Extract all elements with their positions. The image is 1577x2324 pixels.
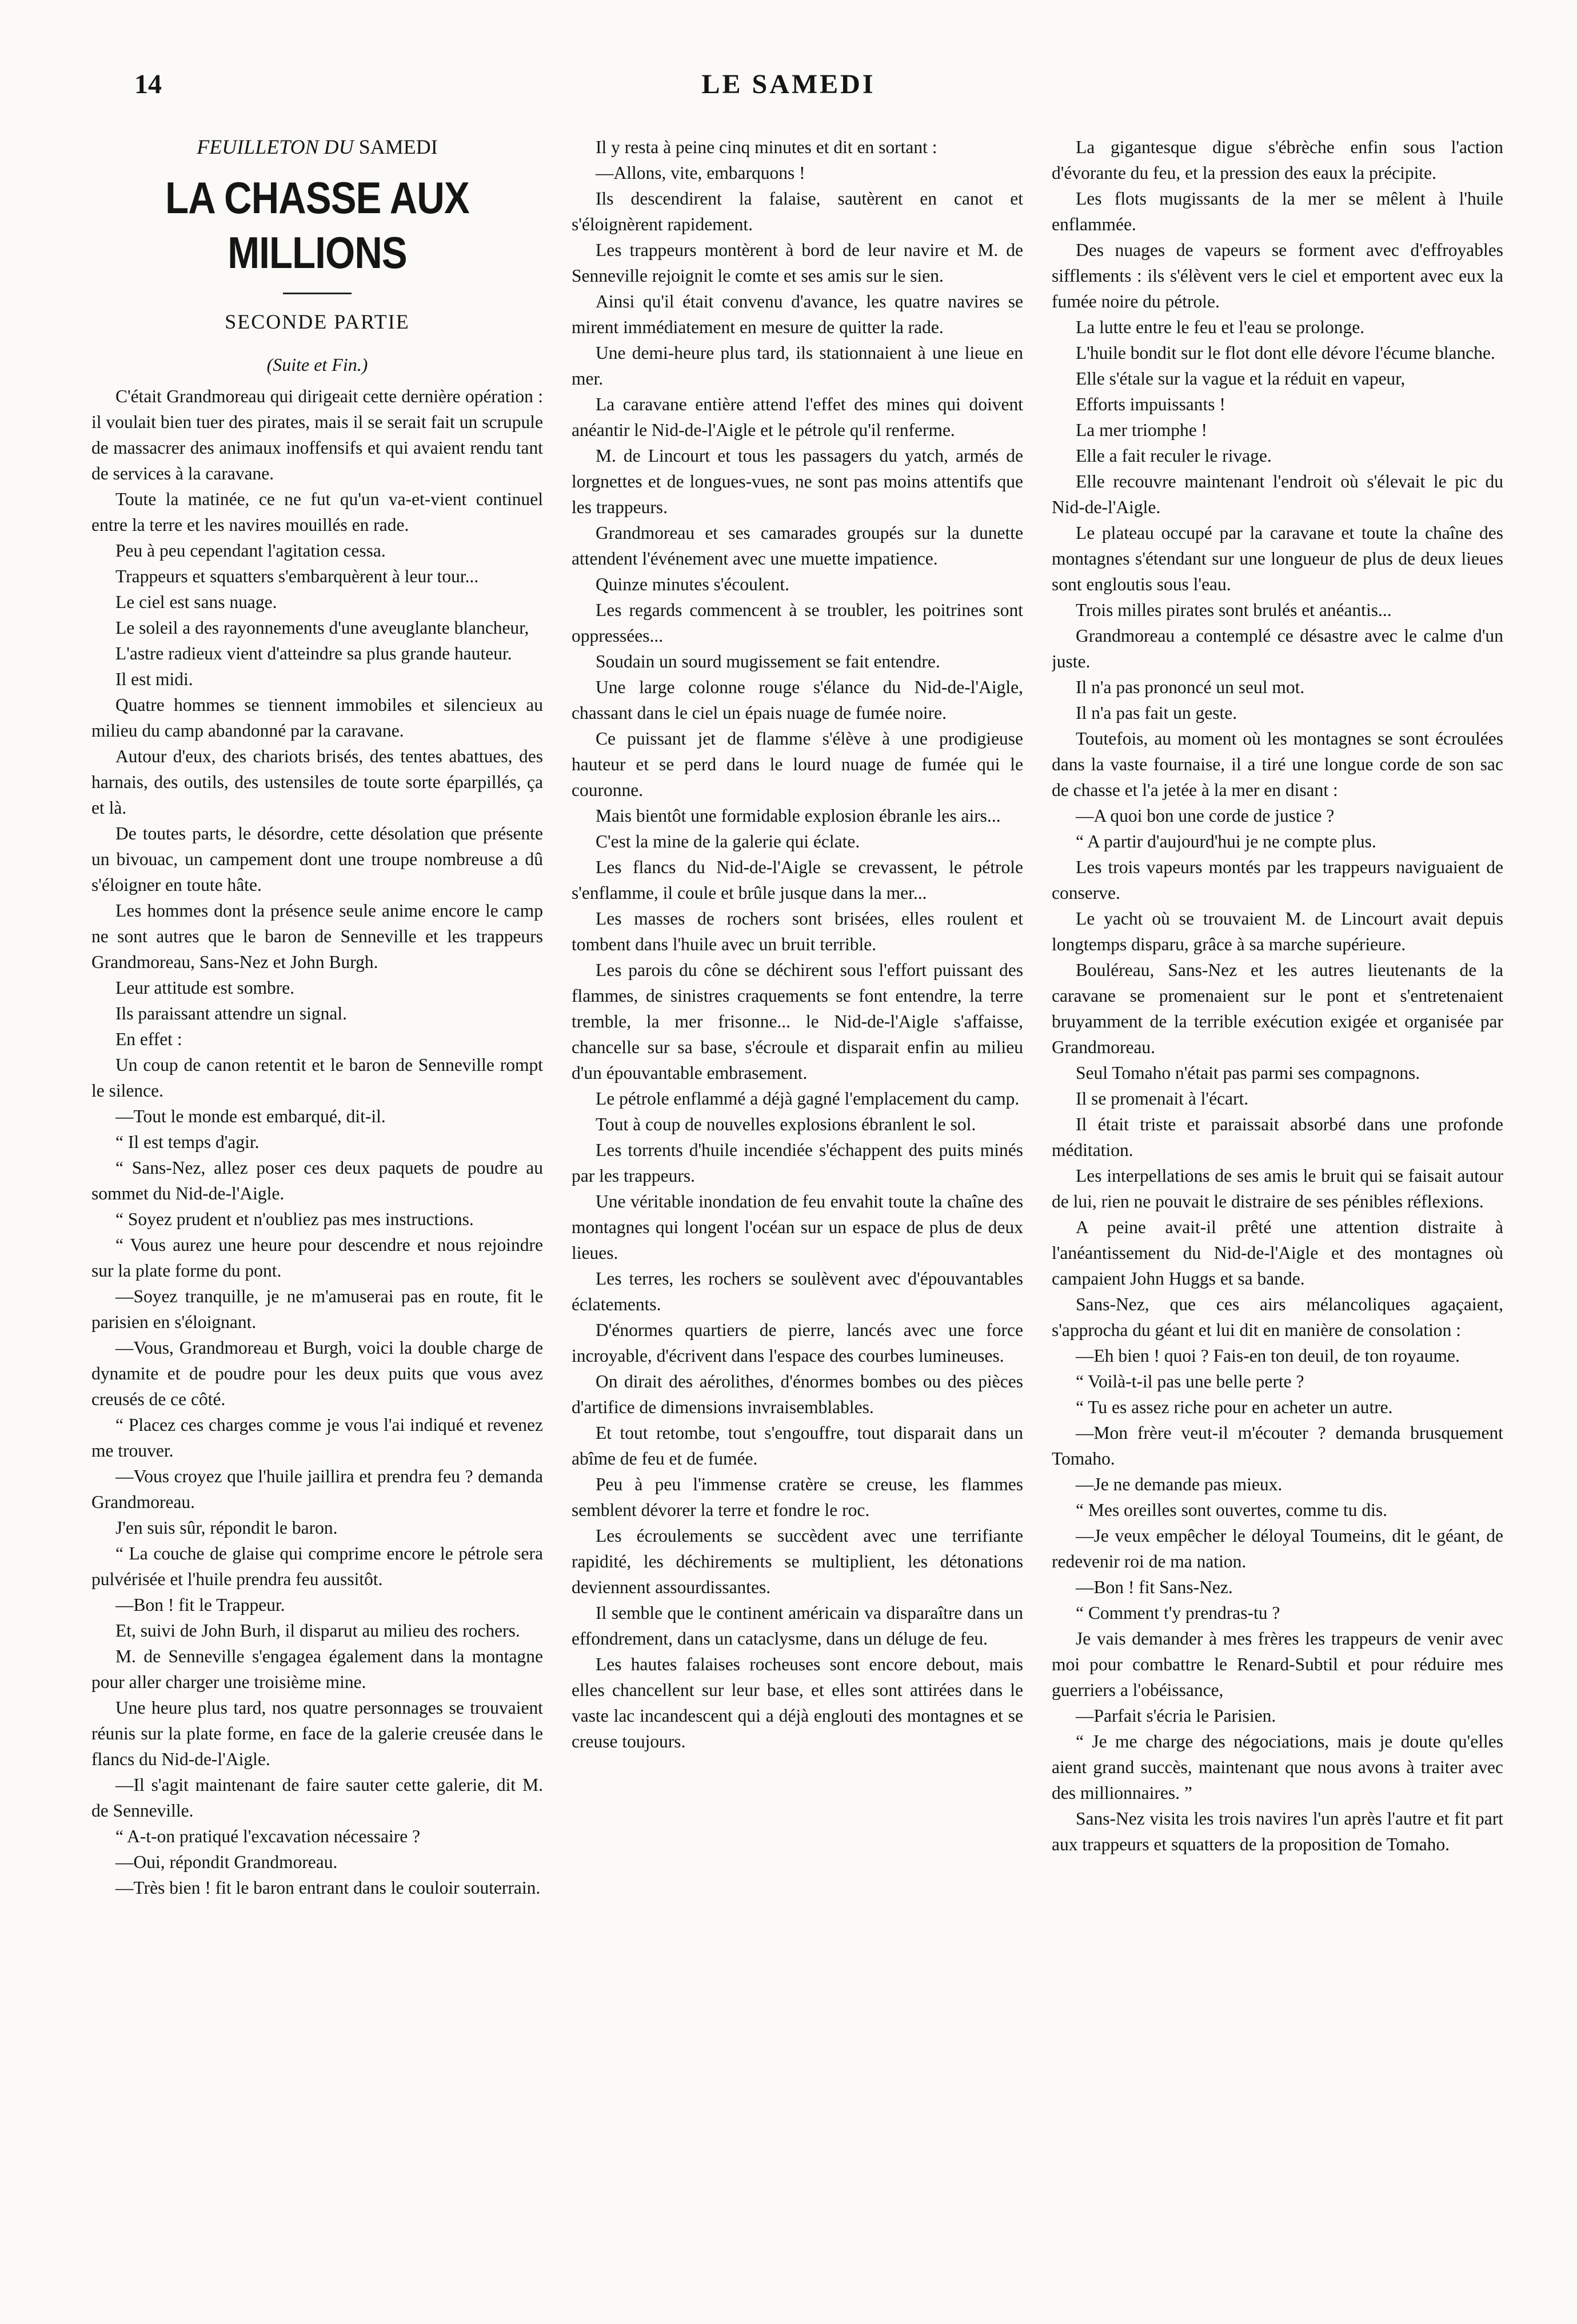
paragraph: C'était Grandmoreau qui dirigeait cette dernière opération : il voulait bien tuer des pirates, mais il se serait fait un scrupule de massacrer des animaux inoffensifs et qui avaient rendu tant de services à la caravane. <box>91 386 543 483</box>
paragraph: —Allons, vite, embarquons ! <box>596 163 805 183</box>
paragraph: Le ciel est sans nuage. <box>115 592 277 612</box>
paragraph: “ Voilà-t-il pas une belle perte ? <box>1076 1371 1304 1391</box>
paragraph: —Mon frère veut-il m'écouter ? demanda brusquement Tomaho. <box>1052 1423 1503 1469</box>
column-2 <box>572 134 1023 2294</box>
paragraph: Leur attitude est sombre. <box>115 978 295 998</box>
paragraph: Elle a fait reculer le rivage. <box>1076 446 1272 466</box>
paragraph: —Eh bien ! quoi ? Fais-en ton deuil, de ton royaume. <box>1076 1346 1460 1366</box>
paragraph: Des nuages de vapeurs se forment avec d'effroyables sifflements : ils s'élèvent vers le ciel et emportent avec eux la fumée noire du pétrole. <box>1052 240 1503 311</box>
title-divider <box>283 293 352 294</box>
paragraph: Tout à coup de nouvelles explosions ébranlent le sol. <box>596 1114 976 1134</box>
paragraph: Les terres, les rochers se soulèvent avec d'épouvantables éclatements. <box>572 1269 1023 1314</box>
paragraph: “ Il est temps d'agir. <box>115 1132 259 1152</box>
paragraph: Les parois du cône se déchirent sous l'effort puissant des flammes, de sinistres craquements se font entendre, la terre tremble, la mer frisonne... le Nid-de-l'Aigle s'affaisse, chancelle sur sa base, s'écroule et disparait enfin au milieu d'un épouvantable embrasement. <box>572 960 1023 1083</box>
paragraph: Le yacht où se trouvaient M. de Lincourt avait depuis longtemps disparu, grâce à sa marche supérieure. <box>1052 909 1503 954</box>
paragraph: Le pétrole enflammé a déjà gagné l'emplacement du camp. <box>596 1089 1020 1109</box>
paragraph: Il n'a pas prononcé un seul mot. <box>1076 677 1305 697</box>
paragraph: Il n'a pas fait un geste. <box>1076 703 1237 723</box>
paragraph: “ Je me charge des négociations, mais je doute qu'elles aient grand succès, maintenant que nous avons à traiter avec des millionnaires. ” <box>1052 1731 1503 1803</box>
paragraph: —Très bien ! fit le baron entrant dans le couloir souterrain. <box>115 1878 541 1898</box>
paragraph: Les torrents d'huile incendiée s'échappent des puits minés par les trappeurs. <box>572 1140 1023 1186</box>
paragraph: “ Soyez prudent et n'oubliez pas mes instructions. <box>115 1209 474 1229</box>
paragraph: —Soyez tranquille, je ne m'amuserai pas en route, fit le parisien en s'éloignant. <box>91 1286 543 1332</box>
paragraph: Un coup de canon retentit et le baron de Senneville rompt le silence. <box>91 1055 543 1101</box>
paragraph: Les trappeurs montèrent à bord de leur navire et M. de Senneville rejoignit le comte et ses amis sur le sien. <box>572 240 1023 286</box>
paragraph: Les interpellations de ses amis le bruit qui se faisait autour de lui, rien ne pouvait le distraire de ses pénibles réflexions. <box>1052 1166 1503 1211</box>
paragraph: Sans-Nez visita les trois navires l'un après l'autre et fit part aux trappeurs et squatters de la proposition de Tomaho. <box>1052 1809 1503 1854</box>
paragraph: Trappeurs et squatters s'embarquèrent à leur tour... <box>115 566 479 586</box>
paragraph: Et tout retombe, tout s'engouffre, tout disparait dans un abîme de feu et de fumée. <box>572 1423 1023 1469</box>
paragraph: Les hautes falaises rocheuses sont encore debout, mais elles chancellent sur leur base, et elles sont attirées dans le vaste lac incandescent qui a déjà englouti des montagnes et se creuse toujours. <box>572 1654 1023 1751</box>
paragraph: —Tout le monde est embarqué, dit-il. <box>115 1106 386 1126</box>
paragraph: Seul Tomaho n'était pas parmi ses compagnons. <box>1076 1063 1420 1083</box>
paragraph: D'énormes quartiers de pierre, lancés avec une force incroyable, d'écrivent dans l'espace des courbes lumineuses. <box>572 1320 1023 1366</box>
paragraph: Quinze minutes s'écoulent. <box>596 574 789 594</box>
paragraph: —Bon ! fit Sans-Nez. <box>1076 1577 1233 1597</box>
paragraph: J'en suis sûr, répondit le baron. <box>115 1518 338 1538</box>
paragraph: Toute la matinée, ce ne fut qu'un va-et-vient continuel entre la terre et les navires mouillés en rade. <box>91 489 543 535</box>
paragraph: Ainsi qu'il était convenu d'avance, les quatre navires se mirent immédiatement en mesure de quitter la rade. <box>572 291 1023 337</box>
paragraph: “ Vous aurez une heure pour descendre et nous rejoindre sur la plate forme du pont. <box>91 1235 543 1281</box>
column-3 <box>1052 134 1503 2294</box>
paragraph: Elle recouvre maintenant l'endroit où s'élevait le pic du Nid-de-l'Aigle. <box>1052 471 1503 517</box>
paragraph: Autour d'eux, des chariots brisés, des tentes abattues, des harnais, des outils, des ustensiles de toute sorte éparpillés, ça et là. <box>91 746 543 818</box>
paragraph: —Vous croyez que l'huile jaillira et prendra feu ? demanda Grandmoreau. <box>91 1466 543 1512</box>
paragraph: Les trois vapeurs montés par les trappeurs naviguaient de conserve. <box>1052 857 1503 903</box>
feuilleton-label-samedi: SAMEDI <box>358 135 438 158</box>
paragraph: Peu à peu l'immense cratère se creuse, les flammes semblent dévorer la terre et fondre le roc. <box>572 1474 1023 1520</box>
paragraph: “ Comment t'y prendras-tu ? <box>1076 1603 1280 1623</box>
paragraph: Les flots mugissants de la mer se mêlent à l'huile enflammée. <box>1052 189 1503 234</box>
journal-title: LE SAMEDI <box>701 69 876 99</box>
paragraph: Le plateau occupé par la caravane et toute la chaîne des montagnes s'étendant sur une longueur de plus de deux lieues sont engloutis sous l'eau. <box>1052 523 1503 594</box>
paragraph: “ A partir d'aujourd'hui je ne compte plus. <box>1076 831 1376 851</box>
paragraph: Les hommes dont la présence seule anime encore le camp ne sont autres que le baron de Senneville et les trappeurs Grandmoreau, Sans-Nez et John Burgh. <box>91 901 543 972</box>
part-heading: SECONDE PARTIE <box>225 310 410 333</box>
paragraph: Il semble que le continent américain va disparaître dans un effondrement, dans un cataclysme, dans un déluge de feu. <box>572 1603 1023 1649</box>
paragraph: Grandmoreau et ses camarades groupés sur la dunette attendent l'événement avec une muette impatience. <box>572 523 1023 569</box>
page-header <box>0 69 1577 120</box>
paragraph: Soudain un sourd mugissement se fait entendre. <box>596 651 940 671</box>
paragraph: La lutte entre le feu et l'eau se prolonge. <box>1076 317 1365 337</box>
page-number: 14 <box>134 69 162 99</box>
column-2-body <box>572 134 1023 1754</box>
paragraph: Elle s'étale sur la vague et la réduit en vapeur, <box>1076 369 1406 389</box>
paragraph: L'astre radieux vient d'atteindre sa plus grande hauteur. <box>115 643 512 663</box>
paragraph: —Vous, Grandmoreau et Burgh, voici la double charge de dynamite et de poudre pour les deux puits que vous avez creusés de ce côté. <box>91 1338 543 1409</box>
paragraph: —A quoi bon une corde de justice ? <box>1076 806 1335 826</box>
paragraph: Toutefois, au moment où les montagnes se sont écroulées dans la vaste fournaise, il a tiré une longue corde de son sac de chasse et l'a jetée à la mer en disant : <box>1052 729 1503 800</box>
paragraph: Bouléreau, Sans-Nez et les autres lieutenants de la caravane se promenaient sur le pont et s'entretenaient bruyamment de la terrible exécution exigée et organisée par Grandmoreau. <box>1052 960 1503 1057</box>
paragraph: L'huile bondit sur le flot dont elle dévore l'écume blanche. <box>1076 343 1495 363</box>
paragraph: “ La couche de glaise qui comprime encore le pétrole sera pulvérisée et l'huile prendra feu aussitôt. <box>91 1543 543 1589</box>
paragraph: Il y resta à peine cinq minutes et dit en sortant : <box>596 137 937 157</box>
paragraph: A peine avait-il prêté une attention distraite à l'anéantissement du Nid-de-l'Aigle et des montagnes où campaient John Huggs et sa bande. <box>1052 1217 1503 1289</box>
paragraph: La gigantesque digue s'ébrèche enfin sous l'action d'évorante du feu, et la pression des eaux la précipite. <box>1052 137 1503 183</box>
feuilleton-label-text: FEUILLETON DU <box>197 135 354 158</box>
paragraph: La caravane entière attend l'effet des mines qui doivent anéantir le Nid-de-l'Aigle et le pétrole qu'il renferme. <box>572 394 1023 440</box>
paragraph: Les écroulements se succèdent avec une terrifiante rapidité, les déchirements se multiplient, les détonations deviennent assourdissantes. <box>572 1526 1023 1597</box>
paragraph: —Bon ! fit le Trappeur. <box>115 1595 285 1615</box>
paragraph: Mais bientôt une formidable explosion ébranle les airs... <box>596 806 1001 826</box>
column-3-body <box>1052 134 1503 1857</box>
paragraph: Trois milles pirates sont brulés et anéantis... <box>1076 600 1392 620</box>
paragraph: “ Mes oreilles sont ouvertes, comme tu dis. <box>1076 1500 1388 1520</box>
paragraph: M. de Senneville s'engagea également dans la montagne pour aller charger une troisième mine. <box>91 1646 543 1692</box>
paragraph: Il se promenait à l'écart. <box>1076 1089 1249 1109</box>
paragraph: Ce puissant jet de flamme s'élève à une prodigieuse hauteur et se perd dans le lourd nuage de fumée qui le couronne. <box>572 729 1023 800</box>
paragraph: Les flancs du Nid-de-l'Aigle se crevassent, le pétrole s'enflamme, il coule et brûle jusque dans la mer... <box>572 857 1023 903</box>
paragraph: Une large colonne rouge s'élance du Nid-de-l'Aigle, chassant dans le ciel un épais nuage de fumée noire. <box>572 677 1023 723</box>
paragraph: Grandmoreau a contemplé ce désastre avec le calme d'un juste. <box>1052 626 1503 671</box>
column-1 <box>91 134 543 2294</box>
paragraph: “ A-t-on pratiqué l'excavation nécessaire ? <box>115 1826 421 1846</box>
paragraph: —Parfait s'écria le Parisien. <box>1076 1706 1276 1726</box>
paragraph: Ils descendirent la falaise, sautèrent en canot et s'éloignèrent rapidement. <box>572 189 1023 234</box>
paragraph: Il était triste et paraissait absorbé dans une profonde méditation. <box>1052 1114 1503 1160</box>
paragraph: Une heure plus tard, nos quatre personnages se trouvaient réunis sur la plate forme, en face de la galerie creusée dans le flancs du Nid-de-l'Aigle. <box>91 1698 543 1769</box>
paragraph: On dirait des aérolithes, d'énormes bombes ou des pièces d'artifice de dimensions invraisemblables. <box>572 1371 1023 1417</box>
paragraph: Peu à peu cependant l'agitation cessa. <box>115 541 386 561</box>
paragraph: C'est la mine de la galerie qui éclate. <box>596 831 860 851</box>
paragraph: —Il s'agit maintenant de faire sauter cette galerie, dit M. de Senneville. <box>91 1775 543 1821</box>
paragraph: Une demi-heure plus tard, ils stationnaient à une lieue en mer. <box>572 343 1023 389</box>
article-title: LA CHASSE AUX MILLIONS <box>165 173 469 278</box>
column-1-body <box>91 383 543 1901</box>
paragraph: En effet : <box>115 1029 182 1049</box>
paragraph: —Je ne demande pas mieux. <box>1076 1474 1283 1494</box>
paragraph: Les masses de rochers sont brisées, elles roulent et tombent dans l'huile avec un bruit terrible. <box>572 909 1023 954</box>
paragraph: Efforts impuissants ! <box>1076 394 1225 414</box>
paragraph: Il est midi. <box>115 669 193 689</box>
paragraph: Et, suivi de John Burh, il disparut au milieu des rochers. <box>115 1621 520 1641</box>
paragraph: Sans-Nez, que ces airs mélancoliques agaçaient, s'approcha du géant et lui dit en manière de consolation : <box>1052 1294 1503 1340</box>
paragraph: —Oui, répondit Grandmoreau. <box>115 1852 338 1872</box>
paragraph: Une véritable inondation de feu envahit toute la chaîne des montagnes qui longent l'océan sur un espace de plus de deux lieues. <box>572 1191 1023 1263</box>
paragraph: “ Sans-Nez, allez poser ces deux paquets de poudre au sommet du Nid-de-l'Aigle. <box>91 1158 543 1203</box>
suite-note: (Suite et Fin.) <box>266 354 368 375</box>
paragraph: La mer triomphe ! <box>1076 420 1208 440</box>
feuilleton-label <box>91 134 543 160</box>
paragraph: Les regards commencent à se troubler, les poitrines sont oppressées... <box>572 600 1023 646</box>
paragraph: Je vais demander à mes frères les trappeurs de venir avec moi pour combattre le Renard-Subtil et pour réduire mes guerriers a l'obéissance, <box>1052 1629 1503 1700</box>
paragraph: “ Tu es assez riche pour en acheter un autre. <box>1076 1397 1393 1417</box>
paragraph: “ Placez ces charges comme je vous l'ai indiqué et revenez me trouver. <box>91 1415 543 1461</box>
paragraph: —Je veux empêcher le déloyal Toumeins, dit le géant, de redevenir roi de ma nation. <box>1052 1526 1503 1571</box>
paragraph: Le soleil a des rayonnements d'une aveuglante blancheur, <box>115 618 529 638</box>
paragraph: Ils paraissant attendre un signal. <box>115 1003 348 1023</box>
paragraph: Quatre hommes se tiennent immobiles et silencieux au milieu du camp abandonné par la caravane. <box>91 695 543 741</box>
paragraph: M. de Lincourt et tous les passagers du yatch, armés de lorgnettes et de longues-vues, ne sont pas moins attentifs que les trappeurs. <box>572 446 1023 517</box>
paragraph: De toutes parts, le désordre, cette désolation que présente un bivouac, un campement dont une troupe nombreuse a dû s'éloigner en toute hâte. <box>91 823 543 895</box>
